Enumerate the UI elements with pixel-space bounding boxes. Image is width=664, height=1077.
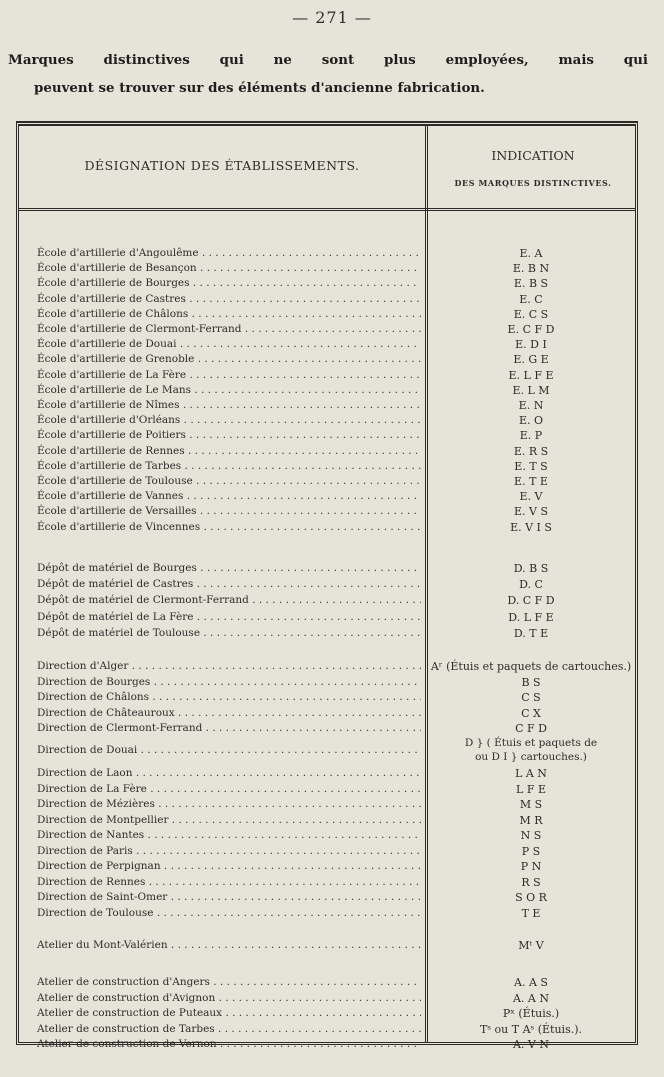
distinctive-mark: Pˣ (Étuis.)	[502, 1007, 560, 1020]
establishment-name: Direction de Saint-Omer . . .	[37, 889, 421, 906]
distinctive-mark: T E	[521, 906, 541, 920]
table-row	[19, 737, 635, 763]
table-row	[19, 843, 635, 860]
table-row	[19, 560, 635, 577]
table-row	[19, 889, 635, 906]
establishment-name: Direction de Laon . . .	[37, 765, 421, 782]
distinctive-mark: E. P	[519, 429, 543, 443]
establishment-name: Direction de Mézières . . .	[37, 796, 421, 813]
table-row	[19, 812, 635, 829]
distinctive-mark: P N	[520, 860, 542, 873]
distinctive-mark: E. B S	[513, 277, 549, 291]
distinctive-mark: Mᵗ V	[518, 939, 544, 952]
page-number: — 271 —	[292, 8, 372, 27]
table-row	[19, 827, 635, 844]
establishment-name: Direction de Paris . . .	[37, 843, 421, 860]
establishment-name: École d'artillerie de La Fère . . .	[37, 367, 421, 384]
distinctive-mark: E. B N	[512, 262, 550, 276]
distinctive-mark: E. T S	[514, 459, 548, 473]
column-header-designation: DÉSIGNATION DES ÉTABLISSEMENTS.	[84, 158, 360, 173]
distinctive-mark: N S	[520, 829, 542, 842]
establishment-name: École d'artillerie d'Orléans . . .	[37, 412, 421, 429]
distinctive-mark: D. C	[519, 578, 543, 592]
distinctive-mark: D. T E	[513, 626, 549, 640]
establishment-name: École d'artillerie d'Angoulême . . .	[37, 245, 421, 262]
establishment-name: Direction de Perpignan . . .	[37, 858, 421, 875]
establishment-name: École d'artillerie de Le Mans . . .	[37, 382, 421, 399]
establishment-name: École d'artillerie de Versailles . . .	[37, 503, 421, 520]
establishment-name: École d'artillerie de Châlons . . .	[37, 306, 421, 323]
table-row	[19, 609, 635, 626]
heading-line-2: peuvent se trouver sur des éléments d'ancienne fabrication.	[34, 80, 485, 96]
establishment-name: Direction de Bourges . . .	[37, 674, 421, 691]
establishment-name: École d'artillerie de Toulouse . . .	[37, 473, 421, 490]
establishment-name: Direction de Nantes . . .	[37, 827, 421, 844]
establishment-name: Direction de Châlons . . .	[37, 689, 421, 706]
table-row	[19, 937, 635, 954]
distinctive-mark: C S	[521, 691, 541, 704]
establishment-name: Atelier du Mont-Valérien . . .	[37, 937, 421, 954]
distinctive-mark: A. A N	[512, 991, 549, 1005]
table-row	[19, 519, 635, 536]
distinctive-mark: E. R S	[513, 444, 549, 458]
establishment-name: Dépôt de matériel de Toulouse . . .	[37, 625, 421, 642]
distinctive-mark: E. G E	[513, 353, 549, 367]
table-row	[19, 576, 635, 593]
table-row	[19, 1036, 635, 1053]
header-rule	[19, 208, 635, 211]
distinctive-mark: E. C F D	[507, 323, 555, 336]
distinctive-mark: E. N	[518, 399, 544, 412]
establishment-name: École d'artillerie de Bourges . . .	[37, 275, 421, 292]
establishment-name: École d'artillerie de Rennes . . .	[37, 443, 421, 460]
distinctive-mark: C F D	[515, 722, 547, 735]
establishment-name: Direction de Rennes . . .	[37, 874, 421, 891]
establishment-name: École d'artillerie de Tarbes . . .	[37, 458, 421, 475]
establishment-name: Direction de La Fère . . .	[37, 781, 421, 798]
distinctive-mark: M S	[519, 798, 543, 811]
establishment-name: Direction de Douai . . .	[37, 742, 421, 759]
distinctive-mark: E. C S	[513, 307, 549, 321]
table-row	[19, 796, 635, 813]
distinctive-mark: E. V I S	[510, 520, 552, 534]
distinctive-mark: D. C F D	[507, 594, 555, 608]
distinctive-mark: E. D I	[515, 338, 547, 352]
establishment-name: École d'artillerie de Poitiers . . .	[37, 427, 421, 444]
establishment-name: Direction de Montpellier . . .	[37, 812, 421, 829]
distinctive-mark: E. L F E	[508, 368, 554, 382]
distinctive-mark: Tˢ ou T Aˢ (Étuis.).	[480, 1022, 582, 1036]
establishment-name: Atelier de construction de Tarbes . . .	[37, 1021, 421, 1038]
distinctive-mark: E. L M	[512, 383, 550, 397]
establishment-name: École d'artillerie de Vincennes . . .	[37, 519, 421, 536]
distinctive-mark: M R	[519, 813, 543, 827]
distinctive-mark: E. T E	[514, 475, 548, 488]
table-row	[19, 858, 635, 875]
distinctive-mark	[427, 736, 635, 764]
distinctive-mark: R S	[521, 875, 541, 889]
table-row	[19, 1005, 635, 1022]
table-row	[19, 689, 635, 706]
column-header-indication: INDICATION	[491, 148, 575, 163]
table-row	[19, 765, 635, 782]
table-row	[19, 874, 635, 891]
table-row	[19, 705, 635, 722]
establishment-name: École d'artillerie de Douai . . .	[37, 336, 421, 353]
distinctive-mark: E. O	[518, 414, 544, 428]
column-header-marques: DES MARQUES DISTINCTIVES.	[454, 178, 612, 188]
table-row	[19, 720, 635, 737]
establishment-name: École d'artillerie de Grenoble . . .	[37, 351, 421, 368]
distinctive-mark: E. C	[519, 292, 543, 306]
establishment-name: École d'artillerie de Clermont-Ferrand . . .	[37, 321, 421, 338]
table-row	[19, 990, 635, 1007]
establishment-name: École d'artillerie de Castres . . .	[37, 291, 421, 308]
establishment-name: Direction de Châteauroux . . .	[37, 705, 421, 722]
distinctive-mark: D. B S	[513, 562, 549, 575]
establishment-name: Dépôt de matériel de Bourges . . .	[37, 560, 421, 577]
distinctive-mark: B S	[521, 675, 541, 689]
distinctive-mark-line: ou D I } cartouches.)	[475, 751, 587, 763]
distinctive-mark: D. L F E	[508, 610, 554, 624]
establishment-name: École d'artillerie de Nîmes . . .	[37, 397, 421, 414]
establishments-table	[16, 121, 638, 1051]
distinctive-mark: P S	[521, 844, 541, 858]
table-row	[19, 781, 635, 798]
distinctive-mark: S O R	[515, 891, 547, 904]
distinctive-mark: Aʳ (Étuis et paquets de cartouches.)	[430, 660, 632, 673]
distinctive-mark: L F E	[516, 782, 546, 796]
table-row	[19, 625, 635, 642]
distinctive-mark: A. A S	[514, 976, 548, 989]
table-row	[19, 905, 635, 922]
distinctive-mark: E. A	[519, 247, 543, 260]
heading-line-1: Marques distinctives qui ne sont plus employées, mais qui	[8, 52, 648, 68]
distinctive-mark-line: D } ( Étuis et paquets de	[464, 737, 598, 749]
distinctive-mark: C X	[521, 706, 541, 720]
table-row	[19, 592, 635, 609]
establishment-name: Atelier de construction d'Avignon . . .	[37, 990, 421, 1007]
page-heading	[8, 46, 648, 102]
table-row	[19, 674, 635, 691]
establishment-name: Atelier de construction d'Angers . . .	[37, 974, 421, 991]
establishment-name: Direction de Clermont-Ferrand . . .	[37, 720, 421, 737]
distinctive-mark: E. V S	[514, 505, 548, 519]
table-row	[19, 658, 635, 675]
distinctive-mark: L A N	[515, 767, 547, 780]
establishment-name: École d'artillerie de Besançon . . .	[37, 260, 421, 277]
table-row	[19, 974, 635, 991]
establishment-name: Dépôt de matériel de La Fère . . .	[37, 609, 421, 626]
distinctive-mark: A. V N	[512, 1038, 549, 1051]
establishment-name: École d'artillerie de Vannes . . .	[37, 488, 421, 505]
table-row	[19, 1021, 635, 1038]
distinctive-mark: E. V	[519, 490, 543, 504]
establishment-name: Direction d'Alger . . .	[37, 658, 421, 675]
establishment-name: Dépôt de matériel de Castres . . .	[37, 576, 421, 593]
establishment-name: Atelier de construction de Vernon . . .	[37, 1036, 421, 1053]
establishment-name: Direction de Toulouse . . .	[37, 905, 421, 922]
establishment-name: Dépôt de matériel de Clermont-Ferrand . . .	[37, 592, 421, 609]
establishment-name: Atelier de construction de Puteaux . . .	[37, 1005, 421, 1022]
